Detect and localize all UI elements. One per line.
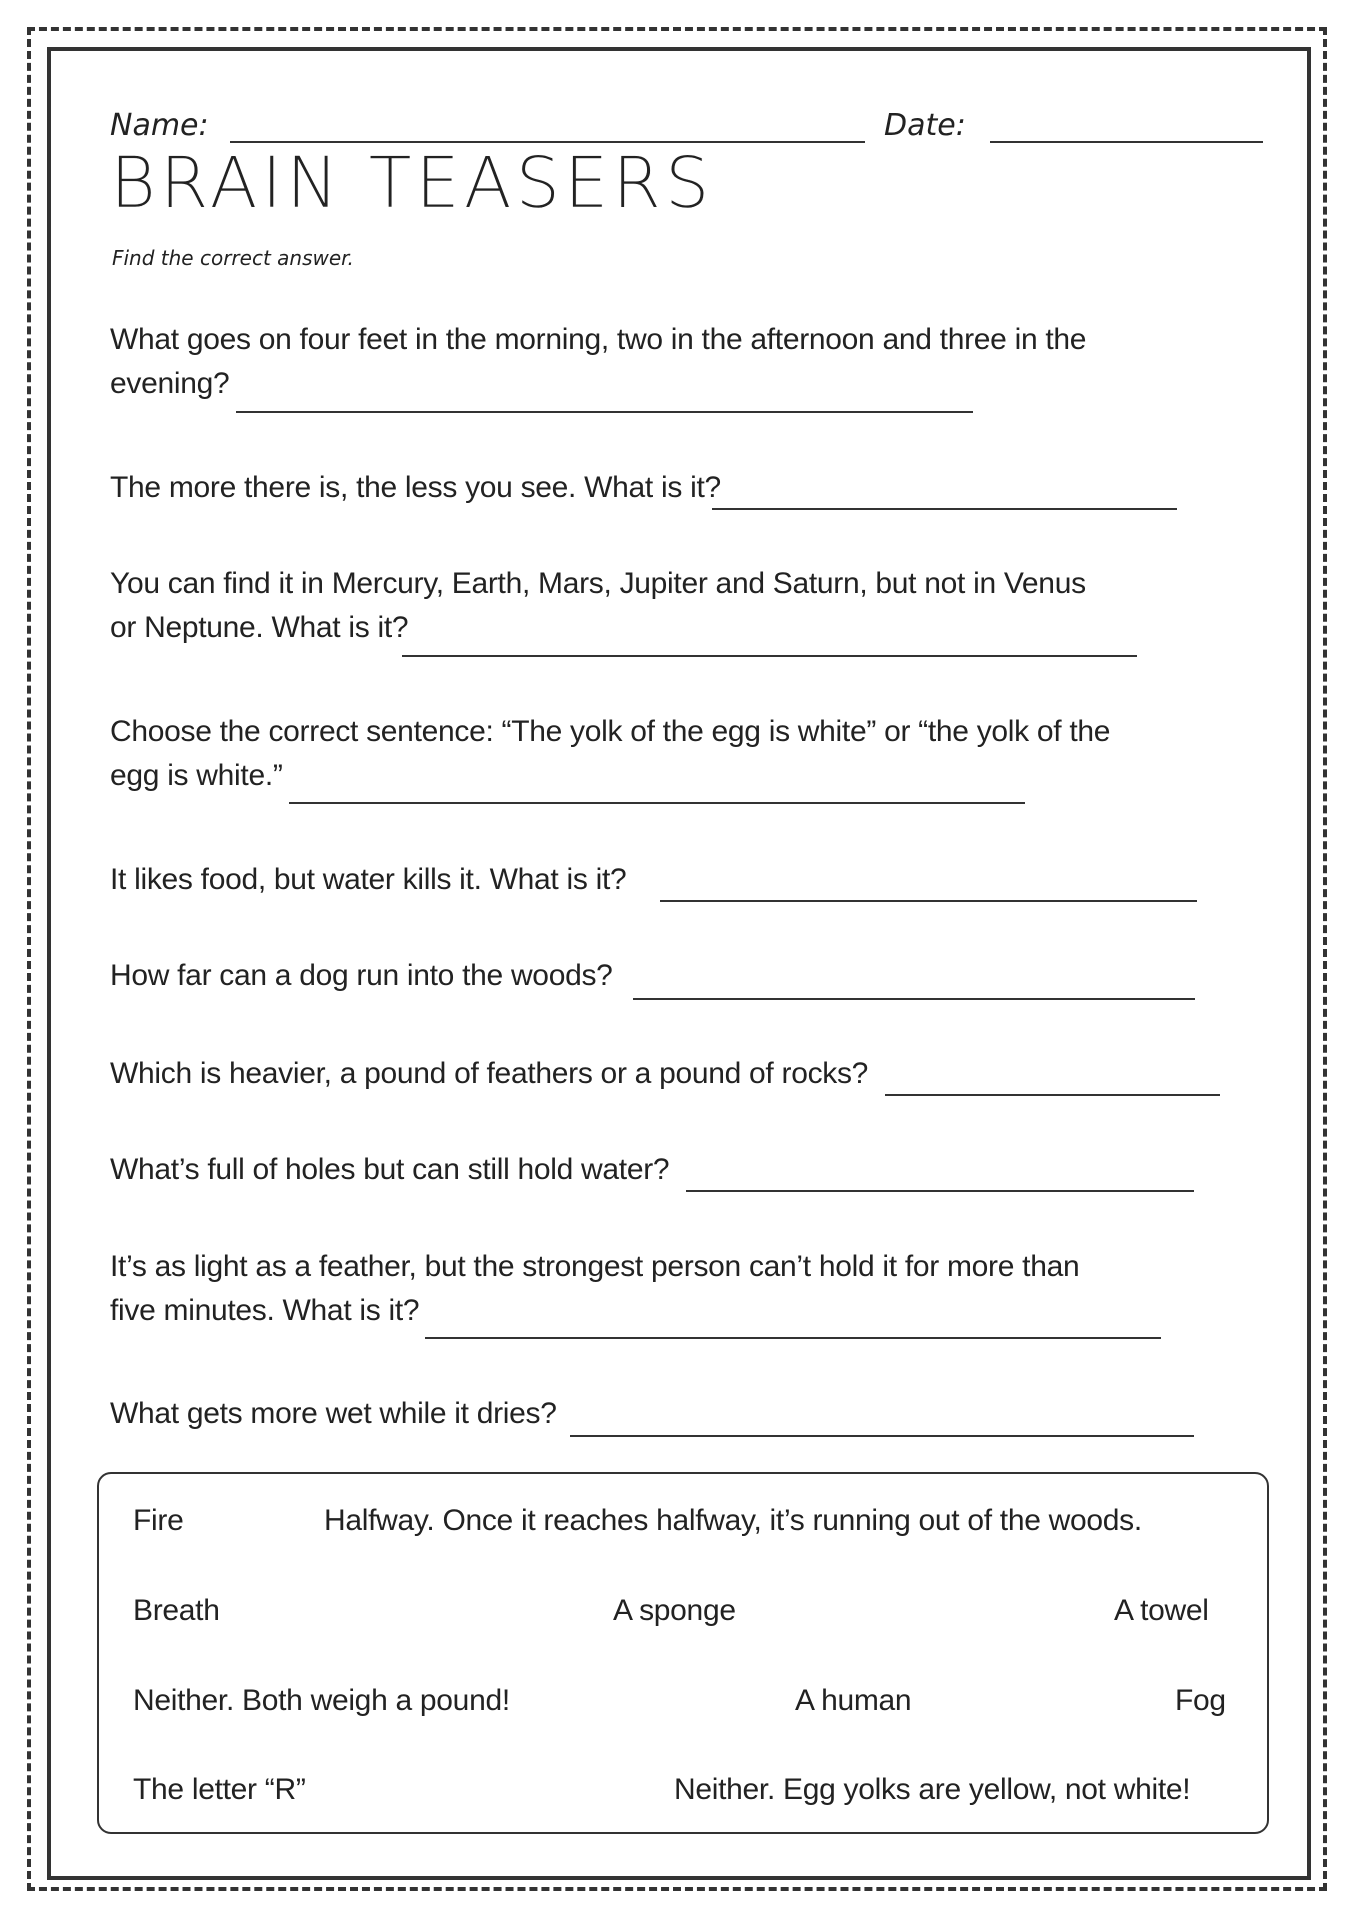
question-10: What gets more wet while it dries? xyxy=(110,1397,557,1430)
answer-line-9[interactable] xyxy=(425,1337,1161,1339)
question-6: How far can a dog run into the woods? xyxy=(110,959,613,992)
answer-bank-item: The letter “R” xyxy=(133,1773,306,1806)
answer-line-6[interactable] xyxy=(633,998,1195,1000)
answer-line-1[interactable] xyxy=(236,411,973,413)
name-label: Name: xyxy=(110,108,209,143)
date-label: Date: xyxy=(884,108,966,143)
answer-bank-item: Breath xyxy=(133,1594,220,1627)
question-1: What goes on four feet in the morning, two in the afternoon and three in the evening? xyxy=(110,323,1087,400)
answer-line-3[interactable] xyxy=(402,655,1137,657)
answer-bank-item: A towel xyxy=(1114,1594,1209,1627)
question-2: The more there is, the less you see. What is it? xyxy=(110,471,721,504)
answer-bank-item: Halfway. Once it reaches halfway, it’s running out of the woods. xyxy=(324,1504,1142,1537)
answer-bank-item: A sponge xyxy=(613,1594,736,1627)
question-9: It’s as light as a feather, but the strongest person can’t hold it for more than five minutes. What is it? xyxy=(110,1250,1080,1327)
answer-line-7[interactable] xyxy=(885,1094,1220,1096)
worksheet-title: BRAIN TEASERS xyxy=(110,142,714,224)
answer-bank-item: Fire xyxy=(133,1504,184,1537)
answer-line-8[interactable] xyxy=(686,1190,1194,1192)
answer-bank-item: Neither. Both weigh a pound! xyxy=(133,1684,510,1717)
answer-bank-item: A human xyxy=(795,1684,912,1717)
instructions: Find the correct answer. xyxy=(112,246,354,270)
question-5: It likes food, but water kills it. What is it? xyxy=(110,863,627,896)
date-field[interactable] xyxy=(990,141,1263,143)
answer-line-5[interactable] xyxy=(660,900,1197,902)
answer-line-2[interactable] xyxy=(712,508,1177,510)
question-7: Which is heavier, a pound of feathers or a pound of rocks? xyxy=(110,1057,869,1090)
question-8: What’s full of holes but can still hold water? xyxy=(110,1153,670,1186)
answer-bank-item: Fog xyxy=(1175,1684,1226,1717)
question-3: You can find it in Mercury, Earth, Mars, Jupiter and Saturn, but not in Venus or Neptune. What is it? xyxy=(110,567,1086,644)
answer-bank-item: Neither. Egg yolks are yellow, not white! xyxy=(674,1773,1191,1806)
answer-line-4[interactable] xyxy=(289,802,1025,804)
answer-line-10[interactable] xyxy=(570,1435,1194,1437)
question-4: Choose the correct sentence: “The yolk of the egg is white” or “the yolk of the egg is white.” xyxy=(110,715,1111,792)
